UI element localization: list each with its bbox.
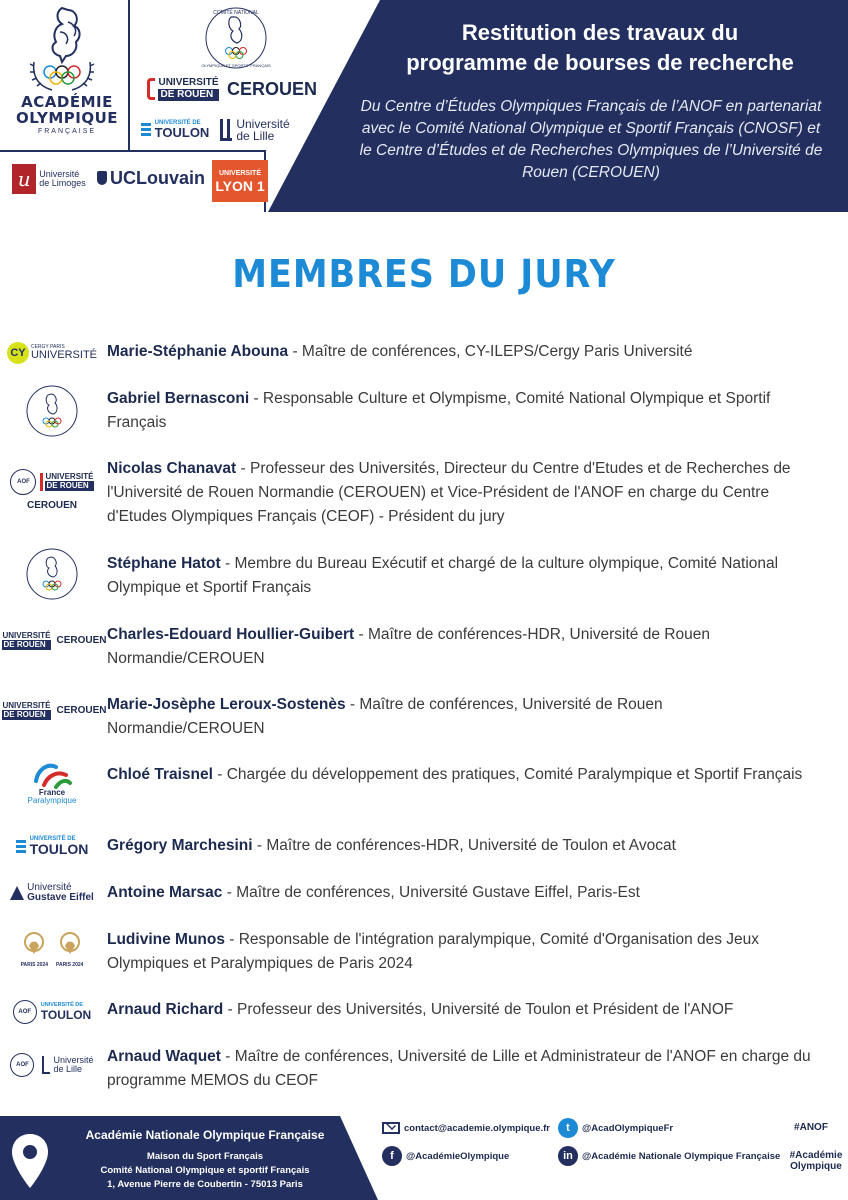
footer-address: Maison du Sport Français Comité National Olympique et sportif Français 1, Avenue Pierre de Coubertin - 75013 Paris bbox=[100, 1151, 310, 1190]
member-name: Charles-Edouard Houllier-Guibert bbox=[107, 626, 355, 643]
paris-2024-logo: PARIS 2024 PARIS 2024 bbox=[2, 928, 102, 970]
section-title: MEMBRES DU JURY bbox=[232, 252, 616, 296]
academy-name-sub: FRANÇAISE bbox=[37, 128, 97, 135]
paris-2024-emblem-icon bbox=[58, 930, 82, 958]
rouen-cerouen-logo: UNIVERSITÉ DE ROUEN CEROUEN bbox=[2, 623, 102, 659]
page-header bbox=[0, 0, 848, 212]
academy-name-line1: ACADÉMIE bbox=[21, 93, 113, 111]
divider bbox=[128, 0, 130, 150]
cnosf-logo bbox=[196, 4, 276, 72]
facebook-icon: f bbox=[382, 1146, 402, 1166]
agitos-icon bbox=[30, 759, 74, 789]
member-name: Ludivine Munos bbox=[107, 931, 225, 948]
footer-email[interactable]: contact@academie.olympique.fr bbox=[382, 1122, 550, 1134]
member-name: Arnaud Richard bbox=[107, 1001, 224, 1018]
rooster-icon bbox=[22, 2, 112, 94]
member-name: Antoine Marsac bbox=[107, 884, 223, 901]
paris-2024-emblem-icon bbox=[22, 930, 46, 958]
member-name: Gabriel Bernasconi bbox=[107, 390, 250, 407]
rouen-cerouen-logo: UNIVERSITÉ DE ROUEN CEROUEN bbox=[2, 693, 102, 729]
toulon-logo: UNIVERSITÉ DE TOULON bbox=[2, 832, 102, 860]
academie-olympique-logo bbox=[8, 2, 126, 152]
hashtag-academie: #Académie Olympique bbox=[789, 1150, 843, 1172]
member-name: Arnaud Waquet bbox=[107, 1048, 221, 1065]
member-role: - Maître de conférences-HDR, Université de Toulon et Avocat bbox=[252, 837, 676, 854]
member-role: - Maître de conférences, CY-ILEPS/Cergy Paris Université bbox=[288, 343, 693, 360]
header-title: Restitution des travaux du programme de bourses de recherche bbox=[406, 20, 794, 75]
member-role: - Professeur des Universités, Université de Toulon et Président de l'ANOF bbox=[223, 1001, 734, 1018]
linkedin-icon: in bbox=[558, 1146, 578, 1166]
uclouvain-logo: UCLouvain bbox=[94, 163, 208, 193]
anof-toulon-logo: AOF UNIVERSITÉ DE TOULON bbox=[2, 994, 102, 1030]
member-role: - Responsable de l'intégration paralympique, Comité d'Organisation des Jeux Olympiques et Paralympiques de Paris 2024 bbox=[107, 931, 760, 972]
header-subtitle: Du Centre d’Études Olympiques Français de l’ANOF en partenariat avec le Comité National Olympique et Sportif Français (CNOSF) et le Centre d’Études et de Recherches Olympiques de l’Université de Rouen (CEROUEN) bbox=[359, 98, 823, 181]
cnosf-logo bbox=[2, 546, 102, 602]
member-role: - Maître de conférences, Université Gustave Eiffel, Paris-Est bbox=[222, 884, 640, 901]
member-role: - Maître de conférences, Université de Rouen Normandie/CEROUEN bbox=[107, 696, 663, 737]
member-name: Chloé Traisnel bbox=[107, 766, 213, 783]
footer-org-name: Académie Nationale Olympique Française bbox=[85, 1128, 325, 1142]
universite-lille-logo: Université de Lille bbox=[218, 112, 292, 148]
universite-limoges-logo: u Université de Limoges bbox=[6, 160, 92, 198]
anof-lille-logo: AOF Université de Lille bbox=[2, 1045, 102, 1085]
footer-twitter[interactable]: t @AcadOlympiqueFr bbox=[558, 1118, 673, 1138]
cy-universite-logo: CY CERGY PARIS UNIVERSITÉ bbox=[2, 340, 102, 366]
cnosf-logo bbox=[2, 383, 102, 439]
cerouen-logo: CEROUEN bbox=[227, 79, 318, 99]
member-role: - Membre du Bureau Exécutif et chargé de la culture olympique, Comité National Olympique et Sportif Français bbox=[107, 555, 779, 596]
location-pin-icon bbox=[10, 1132, 50, 1197]
hashtag-anof: #ANOF bbox=[794, 1122, 828, 1133]
anof-rouen-cerouen-logo: AOF UNIVERSITÉ DE ROUEN CEROUEN bbox=[2, 457, 102, 523]
gustave-eiffel-logo: Université Gustave Eiffel bbox=[2, 879, 102, 907]
member-role: - Professeur des Universités, Directeur du Centre d'Etudes et de Recherches de l'Université de Rouen Normandie (CEROUEN) et Vice-Président de l'ANOF en charge du Centre d'Etudes Olympiques Français (CEOF) - Président du jury bbox=[107, 460, 791, 525]
universite-lyon1-logo: UNIVERSITÉ LYON 1 bbox=[212, 160, 268, 202]
member-name: Grégory Marchesini bbox=[107, 837, 253, 854]
member-name: Nicolas Chanavat bbox=[107, 460, 237, 477]
universite-rouen-logo: UNIVERSITÉ DE ROUEN bbox=[143, 74, 223, 104]
footer-facebook[interactable]: f @AcadémieOlympique bbox=[382, 1146, 509, 1166]
mail-icon bbox=[382, 1122, 400, 1134]
member-role: - Responsable Culture et Olympisme, Comité National Olympique et Sportif Français bbox=[107, 390, 771, 431]
svg-text:OLYMPIQUE ET SPORTIF FRANÇAIS: OLYMPIQUE ET SPORTIF FRANÇAIS bbox=[201, 63, 271, 68]
member-role: - Maître de conférences-HDR, Université de Rouen Normandie/CEROUEN bbox=[107, 626, 710, 667]
member-name: Stéphane Hatot bbox=[107, 555, 221, 572]
member-name: Marie-Josèphe Leroux-Sostenès bbox=[107, 696, 346, 713]
svg-text:COMITÉ NATIONAL: COMITÉ NATIONAL bbox=[213, 10, 259, 16]
member-role: - Maître de conférences, Université de Lille et Administrateur de l'ANOF en charge du programme MEMOS du CEOF bbox=[107, 1048, 811, 1089]
twitter-icon: t bbox=[558, 1118, 578, 1138]
universite-toulon-logo: UNIVERSITÉ DE TOULON bbox=[136, 114, 214, 144]
footer-linkedin[interactable]: in @Académie Nationale Olympique Française bbox=[558, 1146, 780, 1166]
academy-name-line2: OLYMPIQUE bbox=[15, 109, 118, 127]
member-name: Marie-Stéphanie Abouna bbox=[107, 343, 289, 360]
member-role: - Chargée du développement des pratiques, Comité Paralympique et Sportif Français bbox=[212, 766, 803, 783]
france-paralympique-logo: France Paralympique bbox=[2, 751, 102, 813]
